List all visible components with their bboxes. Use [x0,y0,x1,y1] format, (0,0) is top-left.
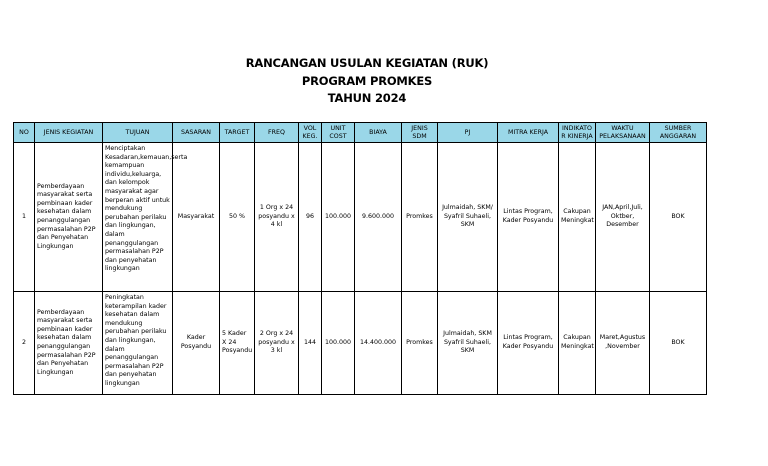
header-cell: SUMBER ANGGARAN [650,123,707,143]
header-cell: SASARAN [173,123,220,143]
header-cell: BIAYA [355,123,402,143]
table-cell: 100.000 [322,292,355,395]
table-cell: Lintas Program, Kader Posyandu [498,292,559,395]
table-cell: Cakupan Meningkat [559,292,596,395]
header-cell: NO [14,123,35,143]
table-cell: 5 Kader X 24 Posyandu [220,292,255,395]
header-cell: WAKTU PELAKSANAAN [596,123,650,143]
table-row [14,292,707,395]
table-cell: Maret,Agustus ,November [596,292,650,395]
table-cell: Menciptakan Kesadaran,kemauan,serta kemampuan individu,keluarga, dan kelompok masyarakat agar berperan aktif untuk mendukung perubahan perilaku dan lingkungan, dalam penanggulangan permasalahan P2P dan penyehatan lingkungan [103,143,173,292]
table-cell: 2 Org x 24 posyandu x 3 kl [255,292,299,395]
header-cell: JENIS SDM [402,123,438,143]
ruk-table [13,122,707,395]
header-cell: TARGET [220,123,255,143]
table-cell: 144 [299,292,322,395]
table-cell: BOK [650,143,707,292]
header-cell: TUJUAN [103,123,173,143]
header-cell: PJ [438,123,498,143]
table-cell: 96 [299,143,322,292]
table-cell: Cakupan Meningkat [559,143,596,292]
table-cell: Julmaidah, SKM/ Syafril Suhaeli, SKM [438,143,498,292]
table-cell: 14.400.000 [355,292,402,395]
table-cell: Peningkatan keterampilan kader kesehatan dalam mendukung perubahan perilaku dan lingkungan, dalam penanggulangan permasalahan P2P dan penyehatan lingkungan [103,292,173,395]
table-cell: Kader Posyandu [173,292,220,395]
table-cell: 1 Org x 24 posyandu x 4 kl [255,143,299,292]
table-row [14,143,707,292]
title-line-2: PROGRAM PROMKES [301,73,433,88]
table-header-row [14,123,707,143]
table-cell: BOK [650,292,707,395]
header-cell: JENIS KEGIATAN [35,123,103,143]
table-cell: Pemberdayaan masyarakat serta pembinaan kader kesehatan dalam penanggulangan permasalahan P2P dan Penyehatan Lingkungan [35,292,103,395]
document-title [0,55,734,108]
table-cell: Julmaidah, SKM Syafril Suhaeli, SKM [438,292,498,395]
table-cell: 9.600.000 [355,143,402,292]
table-cell: Pemberdayaan masyarakat serta pembinaan kader kesehatan dalam penanggulangan permasalahan P2P dan Penyehatan Lingkungan [35,143,103,292]
header-cell: MITRA KERJA [498,123,559,143]
table-cell: 1 [14,143,35,292]
table-cell: 50 % [220,143,255,292]
table-cell: 100.000 [322,143,355,292]
header-cell: UNIT COST [322,123,355,143]
table-cell: Promkes [402,292,438,395]
table-cell: Masyarakat [173,143,220,292]
header-cell: INDIKATO R KINERJA [559,123,596,143]
table-cell: Lintas Program, Kader Posyandu [498,143,559,292]
title-line-1: RANCANGAN USULAN KEGIATAN (RUK) [245,56,489,70]
table-cell: 2 [14,292,35,395]
table-cell: JAN,April,Juli, Oktber, Desember [596,143,650,292]
header-cell: VOL KEG. [299,123,322,143]
table-cell: Promkes [402,143,438,292]
header-cell: FREQ [255,123,299,143]
title-line-3: TAHUN 2024 [327,91,407,105]
